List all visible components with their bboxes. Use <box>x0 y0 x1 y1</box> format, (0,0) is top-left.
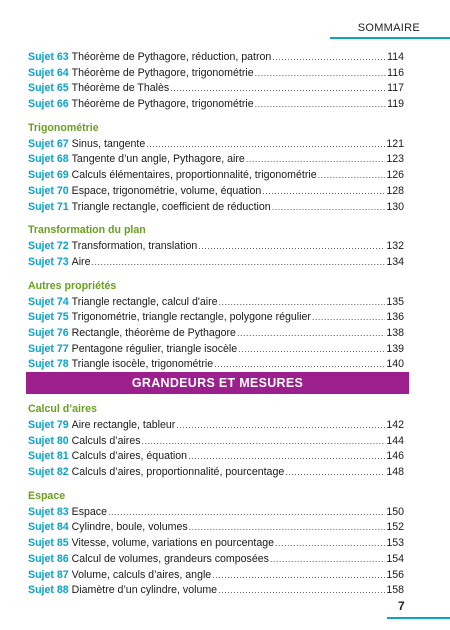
dot-leader <box>272 50 386 66</box>
page-ref: 117 <box>387 82 404 95</box>
sujet-number: Sujet 66 <box>28 98 69 111</box>
toc-section-geometry <box>28 50 404 373</box>
page-ref: 139 <box>386 342 404 355</box>
sujet-title: Théorème de Pythagore, trigonométrie <box>71 98 254 111</box>
sujet-title: Aire <box>71 255 91 268</box>
category-heading: Calcul d’aires <box>28 403 97 415</box>
dot-leader <box>198 239 385 255</box>
category-heading: Autres propriétés <box>28 279 117 292</box>
sujet-title: Théorème de Pythagore, réduction, patron <box>71 51 272 63</box>
page-ref: 116 <box>387 66 404 79</box>
page-ref: 119 <box>387 98 404 111</box>
sujet-title: Espace <box>71 505 107 518</box>
sujet-title: Rectangle, théorème de Pythagore <box>71 326 236 339</box>
sujet-number: Sujet 77 <box>28 342 69 355</box>
sujet-number: Sujet 75 <box>28 311 69 324</box>
sujet-number: Sujet 88 <box>28 584 69 597</box>
page-ref: 146 <box>386 450 404 463</box>
sujet-number: Sujet 69 <box>28 169 69 182</box>
dot-leader <box>142 434 386 450</box>
dot-leader <box>212 568 385 584</box>
toc-entry[interactable] <box>28 449 404 465</box>
sujet-title: Calculs d’aires <box>71 434 141 447</box>
toc-entry[interactable] <box>28 536 404 552</box>
page-ref: 136 <box>386 311 404 324</box>
dot-leader <box>108 505 385 521</box>
sujet-title: Tangente d’un angle, Pythagore, aire <box>71 153 245 166</box>
category-heading: Espace <box>28 489 66 502</box>
dot-leader <box>176 418 385 434</box>
toc-entry[interactable] <box>28 295 404 311</box>
sujet-title: Calculs élémentaires, proportionnalité, trigonométrie <box>71 169 317 182</box>
dot-leader <box>219 295 386 311</box>
sujet-number: Sujet 80 <box>28 434 69 447</box>
page-ref: 132 <box>386 240 404 253</box>
sujet-title: Sinus, tangente <box>71 137 146 150</box>
toc-entry[interactable] <box>28 97 404 113</box>
toc-entry[interactable] <box>28 520 404 536</box>
sujet-number: Sujet 82 <box>28 466 69 479</box>
sujet-title: Aire rectangle, tableur <box>71 419 176 431</box>
toc-entry[interactable] <box>28 168 404 184</box>
page-ref: 121 <box>386 137 404 150</box>
page-ref: 114 <box>387 51 404 63</box>
sujet-number: Sujet 87 <box>28 568 69 581</box>
sujet-title: Calcul de volumes, grandeurs composées <box>71 552 269 565</box>
dot-leader <box>238 342 385 358</box>
category-heading: Trigonométrie <box>28 121 99 134</box>
sujet-title: Triangle rectangle, calcul d'aire <box>71 295 218 308</box>
sujet-title: Théorème de Pythagore, trigonométrie <box>71 66 254 79</box>
dot-leader <box>189 520 386 536</box>
sujet-number: Sujet 65 <box>28 82 69 95</box>
header-title: SOMMAIRE <box>357 22 420 34</box>
dot-leader <box>246 152 386 168</box>
toc-entry[interactable] <box>28 255 404 271</box>
sujet-number: Sujet 83 <box>28 505 69 518</box>
dot-leader <box>272 200 386 216</box>
footer-rule <box>387 617 450 619</box>
section-banner: GRANDEURS ET MESURES <box>26 372 409 394</box>
toc-entry[interactable] <box>28 137 404 153</box>
page-ref: 154 <box>386 552 404 565</box>
sujet-title: Transformation, translation <box>71 240 198 253</box>
sujet-title: Théorème de Thalès <box>71 82 170 95</box>
sujet-number: Sujet 64 <box>28 66 69 79</box>
sujet-title: Trigonométrie, triangle rectangle, polygone régulier <box>71 311 311 324</box>
dot-leader <box>312 310 385 326</box>
sujet-number: Sujet 68 <box>28 153 69 166</box>
page-ref: 128 <box>386 184 404 197</box>
toc-entry[interactable] <box>28 200 404 216</box>
page-ref: 140 <box>386 358 404 371</box>
toc-entry[interactable] <box>28 505 404 521</box>
dot-leader <box>270 552 385 568</box>
toc-entry[interactable] <box>28 239 404 255</box>
sujet-number: Sujet 76 <box>28 326 69 339</box>
dot-leader <box>170 81 386 97</box>
category-heading: Transformation du plan <box>28 224 146 237</box>
toc-entry[interactable] <box>28 342 404 358</box>
sujet-number: Sujet 81 <box>28 450 69 463</box>
sujet-title: Pentagone régulier, triangle isocèle <box>71 342 238 355</box>
sujet-title: Triangle rectangle, coefficient de réduction <box>71 200 271 213</box>
toc-entry[interactable] <box>28 568 404 584</box>
toc-entry[interactable] <box>28 434 404 450</box>
page-number: 7 <box>398 599 405 613</box>
toc-entry[interactable] <box>28 66 404 82</box>
dot-leader <box>218 583 385 599</box>
toc-entry[interactable] <box>28 326 404 342</box>
sujet-title: Vitesse, volume, variations en pourcentage <box>71 537 275 550</box>
dot-leader <box>237 326 385 342</box>
sujet-number: Sujet 78 <box>28 358 69 371</box>
page-ref: 135 <box>386 295 404 308</box>
page-ref: 130 <box>386 200 404 213</box>
sujet-number: Sujet 84 <box>28 521 69 534</box>
sujet-number: Sujet 86 <box>28 552 69 565</box>
toc-entry[interactable] <box>28 418 404 434</box>
toc-entry[interactable] <box>28 310 404 326</box>
toc-entry[interactable] <box>28 50 404 66</box>
dot-leader <box>285 465 385 481</box>
page-ref: 152 <box>386 521 404 534</box>
header-rule <box>330 37 450 39</box>
dot-leader <box>91 255 385 271</box>
toc-section-grandeurs <box>28 398 404 599</box>
dot-leader <box>255 66 387 82</box>
sujet-title: Volume, calculs d’aires, angle <box>71 568 212 581</box>
toc-entry[interactable] <box>28 81 404 97</box>
page-ref: 123 <box>386 153 404 166</box>
toc-entry[interactable] <box>28 465 404 481</box>
page-ref: 148 <box>386 466 404 479</box>
page-ref: 134 <box>386 255 404 268</box>
sujet-title: Calculs d’aires, proportionnalité, pourcentage <box>71 466 285 479</box>
dot-leader <box>318 168 386 184</box>
sujet-title: Cylindre, boule, volumes <box>71 521 188 534</box>
sujet-title: Diamètre d’un cylindre, volume <box>71 584 218 597</box>
page-ref: 126 <box>386 169 404 182</box>
sujet-number: Sujet 74 <box>28 295 69 308</box>
dot-leader <box>146 137 385 153</box>
toc-entry[interactable] <box>28 184 404 200</box>
page-ref: 138 <box>386 326 404 339</box>
toc-entry[interactable] <box>28 357 404 373</box>
sujet-number: Sujet 70 <box>28 184 69 197</box>
toc-entry[interactable] <box>28 152 404 168</box>
toc-entry[interactable] <box>28 583 404 599</box>
page-ref: 150 <box>386 505 404 518</box>
page-ref: 153 <box>386 537 404 550</box>
page-ref: 158 <box>386 584 404 597</box>
sujet-title: Espace, trigonométrie, volume, équation <box>71 184 262 197</box>
dot-leader <box>188 449 385 465</box>
page-ref: 142 <box>386 419 404 431</box>
toc-entry[interactable] <box>28 552 404 568</box>
page-ref: 144 <box>386 434 404 447</box>
sujet-number: Sujet 63 <box>28 51 69 63</box>
dot-leader <box>255 97 387 113</box>
sujet-number: Sujet 72 <box>28 240 69 253</box>
sujet-number: Sujet 85 <box>28 537 69 550</box>
sujet-number: Sujet 79 <box>28 419 69 431</box>
dot-leader <box>275 536 385 552</box>
sujet-title: Triangle isocèle, trigonométrie <box>71 358 214 371</box>
sujet-number: Sujet 67 <box>28 137 69 150</box>
sujet-number: Sujet 71 <box>28 200 69 213</box>
page-header <box>0 0 450 40</box>
sujet-title: Calculs d’aires, équation <box>71 450 188 463</box>
dot-leader <box>262 184 385 200</box>
sujet-number: Sujet 73 <box>28 255 69 268</box>
page-ref: 156 <box>386 568 404 581</box>
dot-leader <box>214 357 385 373</box>
